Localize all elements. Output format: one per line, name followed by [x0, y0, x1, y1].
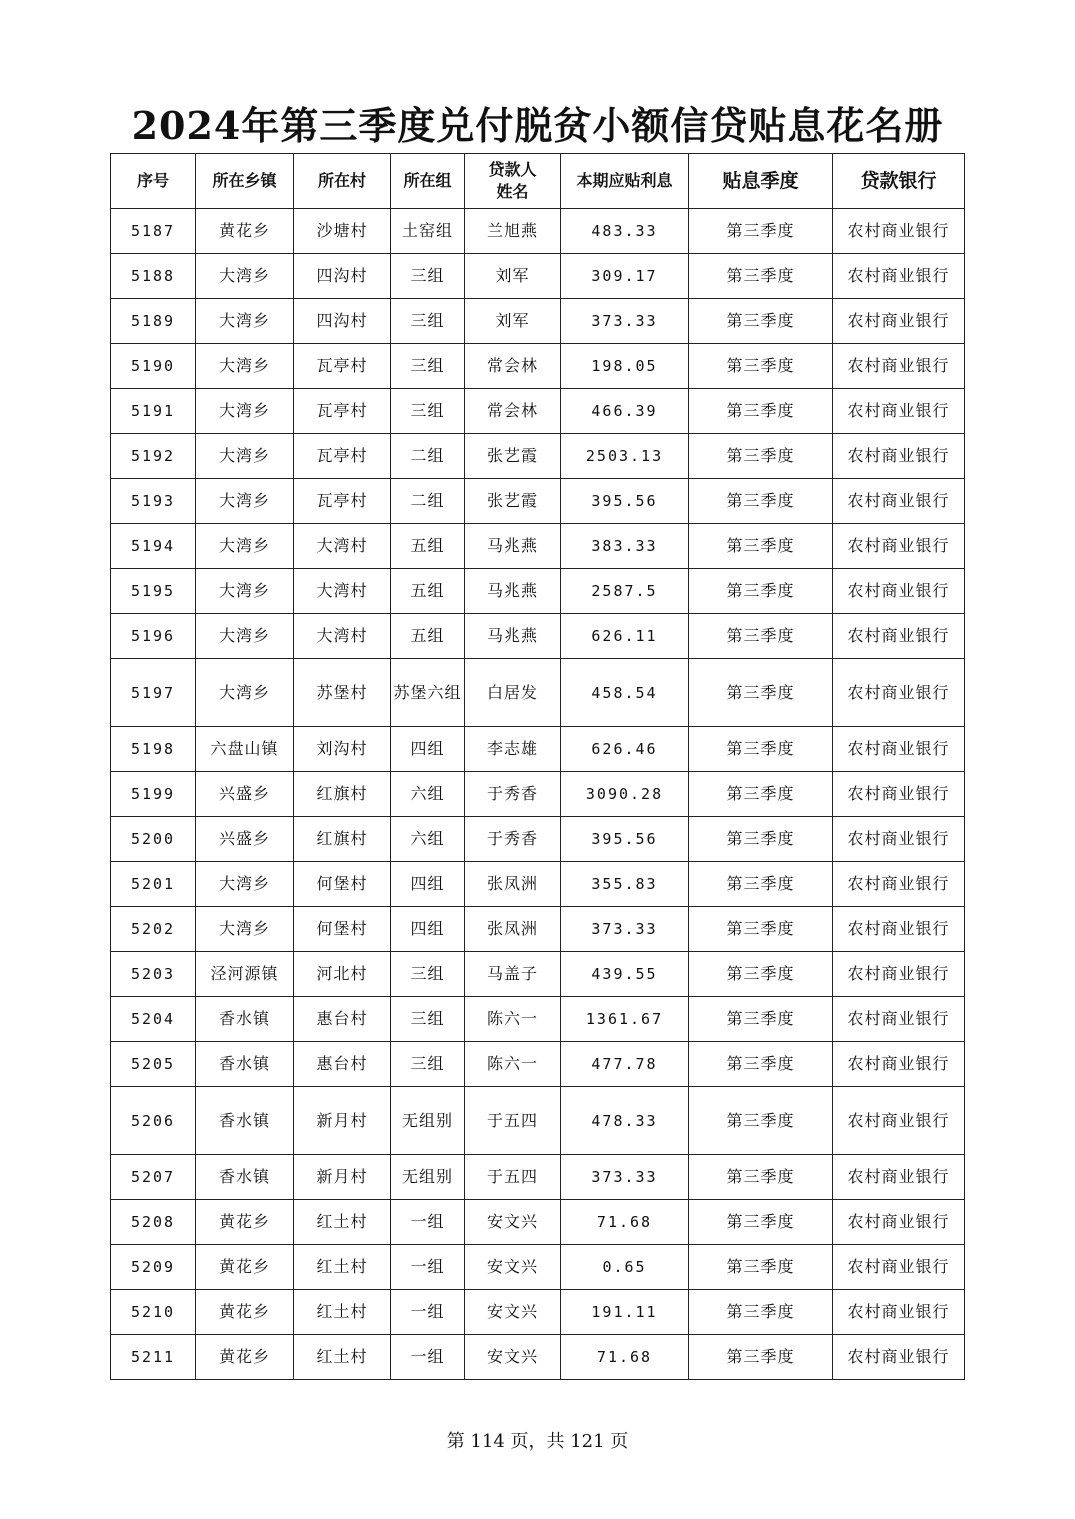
table-row: [111, 344, 965, 389]
row-number-cell: 5197: [111, 659, 196, 727]
town-cell: 大湾乡: [196, 614, 294, 659]
group-cell: 无组别: [391, 1155, 465, 1200]
table-row: [111, 952, 965, 997]
quarter-cell: 第三季度: [689, 952, 833, 997]
borrower-name-cell: 陈六一: [465, 1042, 561, 1087]
col-header-no: 序号: [111, 154, 196, 209]
borrower-name-cell: 安文兴: [465, 1245, 561, 1290]
interest-cell: 3090.28: [561, 772, 689, 817]
bank-cell: 农村商业银行: [833, 1042, 965, 1087]
village-cell: 瓦亭村: [294, 479, 391, 524]
town-cell: 黄花乡: [196, 1245, 294, 1290]
row-number-cell: 5188: [111, 254, 196, 299]
interest-cell: 1361.67: [561, 997, 689, 1042]
bank-cell: 农村商业银行: [833, 659, 965, 727]
page-title: 2024年第三季度兑付脱贫小额信贷贴息花名册: [131, 103, 944, 148]
col-header-quarter: 贴息季度: [689, 154, 833, 209]
table-row: [111, 299, 965, 344]
bank-cell: 农村商业银行: [833, 817, 965, 862]
village-cell: 红土村: [294, 1335, 391, 1380]
quarter-cell: 第三季度: [689, 299, 833, 344]
col-header-interest: 本期应贴利息: [561, 154, 689, 209]
interest-cell: 71.68: [561, 1335, 689, 1380]
interest-cell: 477.78: [561, 1042, 689, 1087]
bank-cell: 农村商业银行: [833, 524, 965, 569]
row-number-cell: 5210: [111, 1290, 196, 1335]
table-row: [111, 907, 965, 952]
group-cell: 土窑组: [391, 209, 465, 254]
row-number-cell: 5187: [111, 209, 196, 254]
table-row: [111, 614, 965, 659]
town-cell: 香水镇: [196, 1087, 294, 1155]
quarter-cell: 第三季度: [689, 1335, 833, 1380]
town-cell: 香水镇: [196, 997, 294, 1042]
interest-cell: 2503.13: [561, 434, 689, 479]
village-cell: 何堡村: [294, 907, 391, 952]
bank-cell: 农村商业银行: [833, 389, 965, 434]
table-row: [111, 817, 965, 862]
borrower-name-cell: 张艺霞: [465, 479, 561, 524]
table-row: [111, 727, 965, 772]
row-number-cell: 5199: [111, 772, 196, 817]
table-row: [111, 209, 965, 254]
interest-cell: 191.11: [561, 1290, 689, 1335]
table-row: [111, 434, 965, 479]
quarter-cell: 第三季度: [689, 817, 833, 862]
table-row: [111, 389, 965, 434]
interest-cell: 0.65: [561, 1245, 689, 1290]
group-cell: 三组: [391, 1042, 465, 1087]
row-number-cell: 5195: [111, 569, 196, 614]
town-cell: 黄花乡: [196, 209, 294, 254]
bank-cell: 农村商业银行: [833, 479, 965, 524]
group-cell: 五组: [391, 614, 465, 659]
table-row: [111, 1335, 965, 1380]
borrower-name-cell: 马兆燕: [465, 524, 561, 569]
borrower-name-cell: 兰旭燕: [465, 209, 561, 254]
quarter-cell: 第三季度: [689, 389, 833, 434]
town-cell: 泾河源镇: [196, 952, 294, 997]
quarter-cell: 第三季度: [689, 862, 833, 907]
subsidy-roster-table: [110, 153, 965, 1380]
table-row: [111, 772, 965, 817]
bank-cell: 农村商业银行: [833, 952, 965, 997]
interest-cell: 373.33: [561, 1155, 689, 1200]
row-number-cell: 5205: [111, 1042, 196, 1087]
interest-cell: 395.56: [561, 479, 689, 524]
village-cell: 大湾村: [294, 569, 391, 614]
bank-cell: 农村商业银行: [833, 1200, 965, 1245]
table-row: [111, 1087, 965, 1155]
group-cell: 一组: [391, 1200, 465, 1245]
table-row: [111, 1200, 965, 1245]
interest-cell: 373.33: [561, 299, 689, 344]
quarter-cell: 第三季度: [689, 1245, 833, 1290]
col-header-village: 所在村: [294, 154, 391, 209]
group-cell: 无组别: [391, 1087, 465, 1155]
row-number-cell: 5206: [111, 1087, 196, 1155]
quarter-cell: 第三季度: [689, 569, 833, 614]
bank-cell: 农村商业银行: [833, 614, 965, 659]
row-number-cell: 5208: [111, 1200, 196, 1245]
village-cell: 红土村: [294, 1290, 391, 1335]
quarter-cell: 第三季度: [689, 254, 833, 299]
borrower-name-cell: 马盖子: [465, 952, 561, 997]
row-number-cell: 5202: [111, 907, 196, 952]
row-number-cell: 5196: [111, 614, 196, 659]
bank-cell: 农村商业银行: [833, 1155, 965, 1200]
borrower-name-cell: 刘军: [465, 299, 561, 344]
quarter-cell: 第三季度: [689, 727, 833, 772]
borrower-name-cell: 马兆燕: [465, 614, 561, 659]
borrower-name-cell: 安文兴: [465, 1335, 561, 1380]
town-cell: 大湾乡: [196, 344, 294, 389]
group-cell: 三组: [391, 952, 465, 997]
row-number-cell: 5201: [111, 862, 196, 907]
town-cell: 大湾乡: [196, 862, 294, 907]
group-cell: 三组: [391, 344, 465, 389]
header-row: [111, 154, 965, 209]
group-cell: 四组: [391, 727, 465, 772]
quarter-cell: 第三季度: [689, 1155, 833, 1200]
group-cell: 六组: [391, 772, 465, 817]
borrower-name-cell: 张艺霞: [465, 434, 561, 479]
bank-cell: 农村商业银行: [833, 254, 965, 299]
village-cell: 苏堡村: [294, 659, 391, 727]
bank-cell: 农村商业银行: [833, 772, 965, 817]
group-cell: 三组: [391, 254, 465, 299]
town-cell: 大湾乡: [196, 299, 294, 344]
col-header-town: 所在乡镇: [196, 154, 294, 209]
town-cell: 大湾乡: [196, 659, 294, 727]
table-row: [111, 524, 965, 569]
village-cell: 瓦亭村: [294, 389, 391, 434]
group-cell: 二组: [391, 479, 465, 524]
bank-cell: 农村商业银行: [833, 1290, 965, 1335]
town-cell: 大湾乡: [196, 569, 294, 614]
row-number-cell: 5191: [111, 389, 196, 434]
bank-cell: 农村商业银行: [833, 862, 965, 907]
borrower-name-cell: 常会林: [465, 344, 561, 389]
town-cell: 大湾乡: [196, 254, 294, 299]
quarter-cell: 第三季度: [689, 614, 833, 659]
interest-cell: 626.11: [561, 614, 689, 659]
borrower-name-cell: 于秀香: [465, 772, 561, 817]
village-cell: 沙塘村: [294, 209, 391, 254]
group-cell: 五组: [391, 524, 465, 569]
interest-cell: 2587.5: [561, 569, 689, 614]
bank-cell: 农村商业银行: [833, 569, 965, 614]
quarter-cell: 第三季度: [689, 997, 833, 1042]
group-cell: 六组: [391, 817, 465, 862]
village-cell: 瓦亭村: [294, 434, 391, 479]
row-number-cell: 5203: [111, 952, 196, 997]
town-cell: 大湾乡: [196, 479, 294, 524]
town-cell: 黄花乡: [196, 1290, 294, 1335]
village-cell: 大湾村: [294, 614, 391, 659]
bank-cell: 农村商业银行: [833, 727, 965, 772]
bank-cell: 农村商业银行: [833, 1087, 965, 1155]
borrower-name-cell: 安文兴: [465, 1200, 561, 1245]
town-cell: 大湾乡: [196, 907, 294, 952]
interest-cell: 355.83: [561, 862, 689, 907]
borrower-name-cell: 马兆燕: [465, 569, 561, 614]
table-row: [111, 997, 965, 1042]
borrower-name-cell: 于五四: [465, 1087, 561, 1155]
row-number-cell: 5194: [111, 524, 196, 569]
village-cell: 瓦亭村: [294, 344, 391, 389]
row-number-cell: 5211: [111, 1335, 196, 1380]
quarter-cell: 第三季度: [689, 1290, 833, 1335]
village-cell: 新月村: [294, 1155, 391, 1200]
town-cell: 黄花乡: [196, 1335, 294, 1380]
table-row: [111, 254, 965, 299]
borrower-name-cell: 李志雄: [465, 727, 561, 772]
bank-cell: 农村商业银行: [833, 1335, 965, 1380]
town-cell: 大湾乡: [196, 389, 294, 434]
table-row: [111, 1245, 965, 1290]
interest-cell: 383.33: [561, 524, 689, 569]
bank-cell: 农村商业银行: [833, 299, 965, 344]
group-cell: 一组: [391, 1290, 465, 1335]
bank-cell: 农村商业银行: [833, 997, 965, 1042]
village-cell: 何堡村: [294, 862, 391, 907]
col-header-group: 所在组: [391, 154, 465, 209]
quarter-cell: 第三季度: [689, 907, 833, 952]
interest-cell: 458.54: [561, 659, 689, 727]
interest-cell: 309.17: [561, 254, 689, 299]
group-cell: 三组: [391, 997, 465, 1042]
town-cell: 兴盛乡: [196, 817, 294, 862]
interest-cell: 626.46: [561, 727, 689, 772]
village-cell: 红旗村: [294, 817, 391, 862]
group-cell: 一组: [391, 1335, 465, 1380]
borrower-name-cell: 安文兴: [465, 1290, 561, 1335]
quarter-cell: 第三季度: [689, 772, 833, 817]
quarter-cell: 第三季度: [689, 1042, 833, 1087]
bank-cell: 农村商业银行: [833, 209, 965, 254]
borrower-name-cell: 张凤洲: [465, 862, 561, 907]
bank-cell: 农村商业银行: [833, 907, 965, 952]
row-number-cell: 5189: [111, 299, 196, 344]
col-header-borrower: 贷款人姓名: [465, 154, 561, 209]
table-row: [111, 1290, 965, 1335]
town-cell: 大湾乡: [196, 434, 294, 479]
quarter-cell: 第三季度: [689, 524, 833, 569]
village-cell: 惠台村: [294, 997, 391, 1042]
quarter-cell: 第三季度: [689, 1087, 833, 1155]
interest-cell: 71.68: [561, 1200, 689, 1245]
town-cell: 香水镇: [196, 1042, 294, 1087]
interest-cell: 373.33: [561, 907, 689, 952]
row-number-cell: 5193: [111, 479, 196, 524]
borrower-name-cell: 陈六一: [465, 997, 561, 1042]
bank-cell: 农村商业银行: [833, 1245, 965, 1290]
borrower-name-cell: 于五四: [465, 1155, 561, 1200]
quarter-cell: 第三季度: [689, 434, 833, 479]
table-row: [111, 862, 965, 907]
village-cell: 红土村: [294, 1245, 391, 1290]
row-number-cell: 5192: [111, 434, 196, 479]
group-cell: 二组: [391, 434, 465, 479]
group-cell: 三组: [391, 299, 465, 344]
borrower-name-cell: 常会林: [465, 389, 561, 434]
page-footer: 第 114 页，共 121 页: [446, 1431, 629, 1452]
village-cell: 四沟村: [294, 254, 391, 299]
row-number-cell: 5200: [111, 817, 196, 862]
group-cell: 一组: [391, 1245, 465, 1290]
row-number-cell: 5204: [111, 997, 196, 1042]
table-row: [111, 479, 965, 524]
town-cell: 兴盛乡: [196, 772, 294, 817]
borrower-name-cell: 白居发: [465, 659, 561, 727]
row-number-cell: 5198: [111, 727, 196, 772]
borrower-name-cell: 刘军: [465, 254, 561, 299]
quarter-cell: 第三季度: [689, 1200, 833, 1245]
group-cell: 三组: [391, 389, 465, 434]
quarter-cell: 第三季度: [689, 659, 833, 727]
table-row: [111, 1042, 965, 1087]
village-cell: 惠台村: [294, 1042, 391, 1087]
group-cell: 四组: [391, 862, 465, 907]
row-number-cell: 5207: [111, 1155, 196, 1200]
table-row: [111, 659, 965, 727]
town-cell: 香水镇: [196, 1155, 294, 1200]
interest-cell: 198.05: [561, 344, 689, 389]
interest-cell: 483.33: [561, 209, 689, 254]
interest-cell: 478.33: [561, 1087, 689, 1155]
borrower-name-cell: 于秀香: [465, 817, 561, 862]
village-cell: 刘沟村: [294, 727, 391, 772]
row-number-cell: 5209: [111, 1245, 196, 1290]
row-number-cell: 5190: [111, 344, 196, 389]
village-cell: 河北村: [294, 952, 391, 997]
town-cell: 六盘山镇: [196, 727, 294, 772]
village-cell: 大湾村: [294, 524, 391, 569]
bank-cell: 农村商业银行: [833, 344, 965, 389]
quarter-cell: 第三季度: [689, 479, 833, 524]
quarter-cell: 第三季度: [689, 344, 833, 389]
village-cell: 新月村: [294, 1087, 391, 1155]
borrower-name-cell: 张凤洲: [465, 907, 561, 952]
group-cell: 苏堡六组: [391, 659, 465, 727]
group-cell: 五组: [391, 569, 465, 614]
village-cell: 四沟村: [294, 299, 391, 344]
table-row: [111, 569, 965, 614]
interest-cell: 439.55: [561, 952, 689, 997]
village-cell: 红旗村: [294, 772, 391, 817]
group-cell: 四组: [391, 907, 465, 952]
interest-cell: 466.39: [561, 389, 689, 434]
town-cell: 黄花乡: [196, 1200, 294, 1245]
village-cell: 红土村: [294, 1200, 391, 1245]
col-header-bank: 贷款银行: [833, 154, 965, 209]
town-cell: 大湾乡: [196, 524, 294, 569]
table-row: [111, 1155, 965, 1200]
bank-cell: 农村商业银行: [833, 434, 965, 479]
quarter-cell: 第三季度: [689, 209, 833, 254]
interest-cell: 395.56: [561, 817, 689, 862]
